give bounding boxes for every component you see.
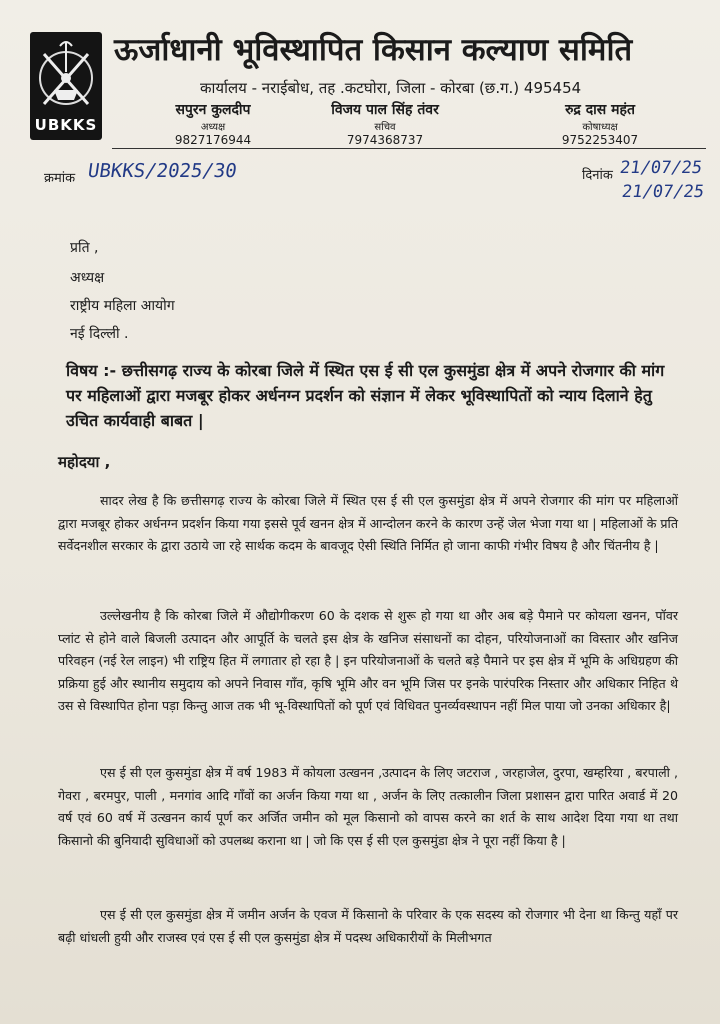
officer-phone: 9827176944 [174,133,252,147]
officer-name: सपुरन कुलदीप [175,102,251,118]
officer-phone: 7974368737 [346,133,424,147]
recipient-prefix: प्रति , [70,240,99,256]
recipient-organization: राष्ट्रीय महिला आयोग [70,298,175,314]
officer-name: विजय पाल सिंह तंवर [331,102,439,118]
recipient-designation: अध्यक्ष [70,270,105,286]
office-address: कार्यालय - नराईबोध, तह .कटघोरा, जिला - कोरबा (छ.ग.) 495454 [200,79,582,97]
letter-subject: विषय :- छत्तीसगढ़ राज्य के कोरबा जिले में स्थित एस ई सी एल कुसमुंडा क्षेत्र में अपने रोजगार की मांग पर महिलाओं द्वारा मजबूर होकर अर्धनग्न प्रदर्शन को संज्ञान में लेकर भूविस्थापितों को न्याय दिलाने हेतु उचित कार्यवाही बाबत | [66,361,665,430]
officer-role: सचिव [374,122,396,133]
officer-role: कोषाध्यक्ष [582,122,618,133]
salutation: महोदया , [58,453,111,471]
logo-text: UBKKS [34,116,98,134]
date-handwritten: 21/07/25 [618,158,704,178]
officer-role: अध्यक्ष [200,122,226,133]
organization-name: ऊर्जाधानी भूविस्थापित किसान कल्याण समिति [114,32,633,68]
farmer-tools-emblem-icon [30,32,102,120]
header-divider [112,148,706,149]
officer-secretary [300,100,470,147]
ubkks-logo [30,32,102,140]
officer-treasurer [515,100,685,147]
body-paragraph-2: उल्लेखनीय है कि कोरबा जिले में औद्योगीकरण 60 के दशक से शुरू हो गया था और अब बड़े पैमाने पर कोयला खनन, पॉवर प्लांट से होने वाले बिजली उत्पादन और आपूर्ति के चलते इस क्षेत्र के खनिज संसाधनों का दोहन, परियोजनाओं का विस्तार और खनिज परिवहन (नई रेल लाइन) भी राष्ट्रिय हित में लगातार हो रहा है | इन परियोजनाओं के चलते बड़े पैमाने पर इस क्षेत्र में भूमि के अधिग्रहण की प्रक्रिया हुई और स्थानीय समुदाय को अपने निवास गाँव, कृषि भूमि और वन भूमि जिस पर इनके पारंपरिक निस्तार और अधिकार निहित थे उस से विस्थापित होना पड़ा किन्तु आज तक भी भू-विस्थापितों को पूर्ण एवं विधिवत पुनर्व्यवस्थापन नहीं मिल पाया जो उनका अधिकार है| [58,608,678,713]
recipient-city: नई दिल्ली . [70,326,129,342]
date-handwritten-corrected: 21/07/25 [620,182,706,202]
body-paragraph-4: एस ई सी एल कुसमुंडा क्षेत्र में जमीन अर्जन के एवज में किसानो के परिवार के एक सदस्य को रोजगार भी देना था किन्तु यहाँ पर बढ़ी धांधली हुयी और राजस्व एवं एस ई सी एल कुसमुंडा क्षेत्र में पदस्थ अधिकारीयों के मिलीभगत [58,907,678,945]
date-label: दिनांक [582,168,613,183]
reference-number-handwritten: UBKKS/2025/30 [86,160,239,182]
officer-president [128,100,298,147]
body-paragraph-3: एस ई सी एल कुसमुंडा क्षेत्र में वर्ष 1983 में कोयला उत्खनन ,उत्पादन के लिए जटराज , जरहाजेल, दुरपा, खम्हरिया , बरपाली , गेवरा , बरमपुर, पाली , मनगांव आदि गाँवों का अर्जन किया गया था , अर्जन के लिए तत्कालीन जिला प्रशासन द्वारा पारित अवार्ड में 20 वर्ष एवं 60 वर्ष में उत्खनन कार्य पूर्ण कर अर्जित जमीन को मूल किसानो को वापस करने का शर्त के साथ आदेश दिया गया था तथा किसानो की बुनियादी सुविधाओं को उपलब्ध कराना था | जो कि एस ई सी एल कुसमुंडा क्षेत्र ने पूरा नहीं किया है | [58,765,678,848]
body-paragraph-1: सादर लेख है कि छत्तीसगढ़ राज्य के कोरबा जिले में स्थित एस ई सी एल कुसमुंडा क्षेत्र में अपने रोजगार की मांग पर महिलाओं द्वारा मजबूर होकर अर्धनग्न प्रदर्शन किया गया इससे पूर्व खनन क्षेत्र में आन्दोलन करने के कारण उन्हें जेल भेजा गया था | महिलाओं के प्रति सर्वेदनशील सरकार के द्वारा उठाये जा रहे सार्थक कदम के बावजूद ऐसी स्थिति निर्मित हो जाना काफी गंभीर विषय है और चिंतनीय है | [58,493,678,553]
officer-name: रुद्र दास महंत [565,102,635,118]
officer-phone: 9752253407 [561,133,639,147]
reference-label: क्रमांक [44,171,76,186]
